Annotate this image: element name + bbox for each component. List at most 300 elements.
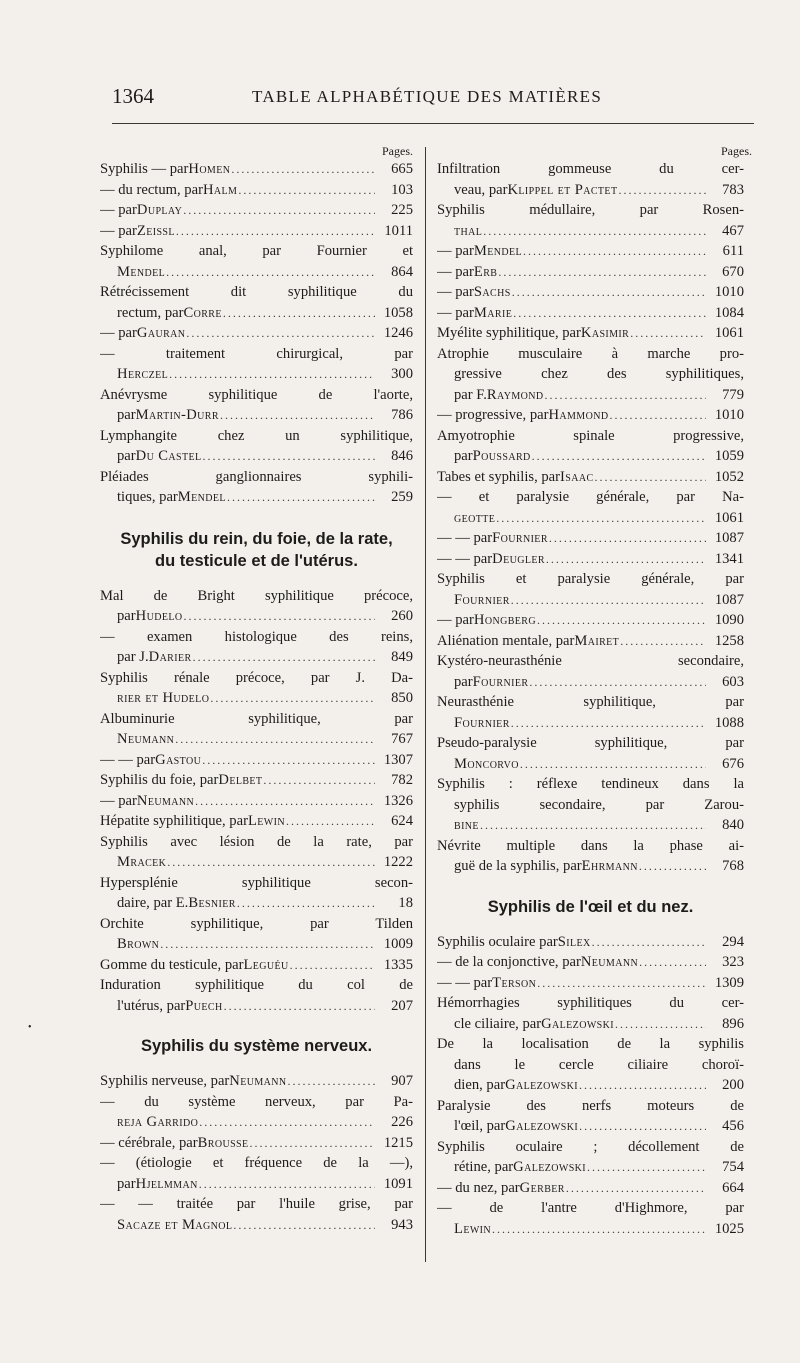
header-rule — [112, 123, 754, 124]
index-entry — [437, 836, 744, 877]
entry-line — [437, 836, 744, 857]
entry-line — [100, 344, 413, 365]
entry-line — [437, 159, 744, 180]
entry-line — [100, 262, 413, 283]
dot-leader — [250, 1133, 375, 1154]
page-ref: 782 — [391, 772, 413, 788]
index-entry — [437, 200, 744, 241]
index-entry — [437, 1034, 744, 1096]
dot-leader — [566, 1178, 706, 1199]
index-entry — [100, 221, 413, 242]
entry-line — [437, 610, 744, 631]
dot-leader — [532, 446, 706, 467]
author-name: Leguéu — [243, 956, 289, 973]
entry-line — [437, 528, 744, 549]
index-entry — [437, 159, 744, 200]
dot-leader — [175, 729, 375, 750]
index-entry — [437, 651, 744, 692]
page-ref: 786 — [391, 407, 413, 423]
dot-leader — [579, 1116, 706, 1137]
index-entry — [437, 241, 744, 262]
entry-line — [100, 729, 413, 750]
index-entry — [100, 770, 413, 791]
index-entry — [437, 426, 744, 467]
author-name: Homen — [188, 161, 231, 177]
entry-line — [100, 1153, 413, 1174]
entry-line — [100, 914, 413, 935]
entry-line — [100, 1174, 413, 1195]
entry-text: Syphilome anal, par Fournier et — [100, 243, 413, 259]
entry-line — [437, 1075, 744, 1096]
index-entry — [100, 426, 413, 467]
author-name: Deugler — [492, 550, 545, 567]
page-ref: 207 — [391, 997, 413, 1014]
index-entry — [437, 569, 744, 610]
author-name: Brown — [117, 936, 160, 952]
dot-leader — [549, 528, 706, 549]
author-name: Halm — [202, 181, 238, 198]
index-entry — [100, 955, 413, 976]
entry-line — [437, 405, 744, 426]
entry-line — [100, 996, 413, 1017]
entry-line — [437, 467, 744, 488]
index-entry — [437, 631, 744, 652]
page-ref: 849 — [391, 649, 413, 665]
dot-leader — [520, 754, 706, 775]
author-name: Herczel — [117, 366, 169, 382]
entry-line — [100, 873, 413, 894]
index-entry — [100, 873, 413, 914]
page-ref: 624 — [391, 813, 413, 829]
index-entry — [437, 774, 744, 836]
author-name: Gauran — [136, 325, 186, 341]
entry-text: — cérébrale, par — [100, 1134, 198, 1151]
entry-text: Amyotrophie spinale progressive, — [437, 427, 744, 444]
author-name: Lewin — [454, 1220, 492, 1237]
index-entry — [437, 952, 744, 973]
entry-line — [100, 1092, 413, 1113]
author-name: Duplay — [136, 202, 183, 218]
entry-text: — par — [100, 202, 137, 218]
page-ref: 1090 — [714, 612, 744, 628]
entry-line — [437, 651, 744, 672]
entry-text: — examen histologique des reins, — [100, 628, 413, 645]
entry-text: l'œil, par — [454, 1118, 506, 1134]
author-name: Moncorvo — [454, 755, 519, 772]
entry-text: — — par — [437, 550, 493, 567]
entry-line — [437, 549, 744, 570]
entry-text: par — [117, 448, 136, 464]
page-ref: 1309 — [714, 974, 744, 991]
page-ref: 1222 — [383, 854, 413, 870]
dot-leader — [579, 1075, 706, 1096]
author-name: Galezowski — [505, 1118, 579, 1134]
entry-text: — par — [100, 222, 137, 239]
page-ref: 754 — [722, 1159, 744, 1175]
dot-leader — [498, 262, 706, 283]
entry-text: De la localisation de la syphilis — [437, 1036, 744, 1052]
entry-text: syphilis secondaire, par Zarou- — [454, 796, 744, 813]
index-entry — [437, 610, 744, 631]
entry-line — [100, 1194, 413, 1215]
entry-line — [100, 241, 413, 262]
entry-text: — du système nerveux, par Pa- — [100, 1093, 413, 1110]
entry-line — [100, 750, 413, 771]
entry-text: Syphilis oculaire ; décollement de — [437, 1138, 744, 1155]
dot-leader — [160, 934, 375, 955]
dot-leader — [513, 303, 706, 324]
page-ref: 1010 — [714, 284, 744, 300]
page-ref: 1087 — [714, 530, 744, 546]
entry-text: par — [117, 1175, 136, 1192]
entry-line — [100, 975, 413, 996]
page-ref: 783 — [722, 181, 744, 198]
entry-text: l'utérus, par — [117, 997, 186, 1014]
entry-line — [100, 467, 413, 488]
section-heading — [100, 528, 413, 572]
entry-text: Tabes et syphilis, par — [437, 468, 560, 485]
page-ref: 1052 — [714, 468, 744, 485]
entry-text: Rétrécissement dit syphilitique du — [100, 284, 413, 300]
entry-line — [100, 1112, 413, 1133]
entry-line — [437, 993, 744, 1014]
pages-label: Pages. — [382, 144, 413, 158]
entry-line — [100, 364, 413, 385]
entry-line — [100, 770, 413, 791]
entry-text: — par — [100, 792, 137, 809]
dot-leader — [231, 159, 375, 180]
index-entry — [100, 159, 413, 180]
margin-mark: • — [28, 1022, 32, 1033]
dot-leader — [546, 549, 706, 570]
author-name: Sachs — [473, 284, 511, 300]
section-heading-line: du testicule et de l'utérus. — [155, 551, 358, 570]
author-name: Isaac — [560, 468, 594, 485]
entry-line — [100, 709, 413, 730]
entry-line — [437, 426, 744, 447]
index-entry — [437, 1198, 744, 1239]
dot-leader — [537, 973, 706, 994]
entry-line — [437, 364, 744, 385]
entry-text: — du rectum, par — [100, 181, 203, 198]
author-name: Sacaze et Magnol — [117, 1216, 233, 1233]
index-entry — [437, 323, 744, 344]
entry-line — [100, 688, 413, 709]
page-ref: 1326 — [383, 792, 413, 809]
entry-text: Infiltration gommeuse du cer- — [437, 161, 744, 177]
dot-leader — [220, 405, 375, 426]
dot-leader — [609, 405, 706, 426]
entry-line — [437, 952, 744, 973]
entry-text: gressive chez des syphilitiques, — [454, 366, 744, 382]
entry-line — [100, 1071, 413, 1092]
page-ref: 896 — [722, 1015, 744, 1032]
index-entry — [100, 1071, 413, 1092]
entry-text: — — par — [100, 751, 156, 768]
entry-text: Hépatite syphilitique, par — [100, 813, 248, 829]
dot-leader — [169, 364, 375, 385]
entry-line — [437, 262, 744, 283]
entry-text: — par — [437, 263, 474, 280]
page-ref: 676 — [722, 755, 744, 772]
entry-text: Induration syphilitique du col de — [100, 977, 413, 993]
entry-text: Kystéro-neurasthénie secondaire, — [437, 653, 744, 669]
running-title: TABLE ALPHABÉTIQUE DES MATIÈRES — [252, 87, 603, 106]
author-name: Besnier — [188, 895, 236, 911]
page-ref: 1061 — [714, 325, 744, 341]
page-ref: 1061 — [714, 509, 744, 526]
page-ref: 611 — [722, 243, 744, 259]
dot-leader — [183, 200, 375, 221]
entry-text: — — par — [437, 974, 493, 991]
entry-line — [100, 200, 413, 221]
page-ref: 1011 — [384, 222, 413, 239]
author-name: Neumann — [136, 792, 195, 809]
entry-line — [100, 893, 413, 914]
entry-text: — par — [437, 304, 474, 321]
entry-text: Syphilis : réflexe tendineux dans la — [437, 776, 744, 792]
author-name: rier et Hudelo — [117, 690, 210, 706]
author-name: Brousse — [197, 1134, 249, 1151]
dot-leader — [186, 323, 375, 344]
dot-leader — [545, 385, 706, 406]
page-ref: 18 — [398, 895, 413, 911]
author-name: Mracek — [117, 854, 167, 870]
author-name: Kasimir — [580, 325, 630, 341]
dot-leader — [193, 647, 375, 668]
author-name: Corre — [183, 304, 222, 321]
entry-text: Lymphangite chez un syphilitique, — [100, 427, 413, 444]
entry-line — [437, 1034, 744, 1055]
index-entry — [100, 1194, 413, 1235]
index-entry — [437, 549, 744, 570]
author-name: Du Castel — [135, 448, 202, 464]
entry-line — [100, 426, 413, 447]
entry-text: Aliénation mentale, par — [437, 632, 575, 649]
author-name: Martin-Durr — [135, 407, 219, 423]
page-ref: 603 — [722, 673, 744, 690]
entry-line — [100, 627, 413, 648]
page-ref: 226 — [391, 1114, 413, 1130]
index-entry — [100, 180, 413, 201]
column-divider — [425, 147, 426, 1262]
dot-leader — [286, 811, 375, 832]
index-entry — [100, 200, 413, 221]
entry-line — [437, 282, 744, 303]
author-name: Neumann — [229, 1073, 287, 1089]
index-entry — [437, 973, 744, 994]
index-entry — [437, 405, 744, 426]
index-entry — [100, 668, 413, 709]
author-name: Delbet — [218, 772, 263, 788]
entry-line — [437, 1178, 744, 1199]
index-entry — [100, 385, 413, 426]
page-ref: 1246 — [383, 325, 413, 341]
page-ref: 1215 — [383, 1134, 413, 1151]
page-ref: 1009 — [383, 936, 413, 952]
page-ref: 103 — [391, 181, 413, 198]
page-ref: 665 — [391, 161, 413, 177]
page-ref: 1091 — [383, 1175, 413, 1192]
index-entry — [437, 993, 744, 1034]
entry-line — [437, 590, 744, 611]
entry-line — [100, 159, 413, 180]
index-entry — [437, 282, 744, 303]
author-name: thal — [454, 222, 483, 239]
entry-line — [100, 791, 413, 812]
entry-text: daire, par E. — [117, 895, 189, 911]
dot-leader — [483, 221, 706, 242]
index-entry — [100, 1092, 413, 1133]
entry-text: — — par — [437, 530, 493, 546]
author-name: Hammond — [548, 407, 609, 423]
page-ref: 779 — [722, 386, 744, 403]
entry-line — [437, 1014, 744, 1035]
dot-leader — [227, 487, 375, 508]
index-entry — [437, 733, 744, 774]
section-heading — [437, 897, 744, 918]
dot-leader — [592, 932, 706, 953]
index-entry — [100, 467, 413, 508]
page-number: 1364 — [112, 84, 154, 108]
left-column — [100, 143, 413, 1235]
entry-text: veau, par — [454, 181, 508, 198]
page-ref: 1087 — [714, 591, 744, 608]
entry-text: par F. — [454, 386, 487, 403]
author-name: Galezowski — [541, 1015, 614, 1032]
author-name: bine — [454, 817, 479, 833]
index-entry — [100, 914, 413, 955]
dot-leader — [587, 1157, 706, 1178]
entry-line — [437, 932, 744, 953]
dot-leader — [615, 1014, 706, 1035]
index-entry — [437, 1178, 744, 1199]
author-name: Erb — [473, 263, 498, 280]
entry-line — [100, 606, 413, 627]
author-name: Neumann — [580, 954, 639, 970]
page-ref: 1258 — [714, 632, 744, 649]
entry-line — [437, 221, 744, 242]
pages-label: Pages. — [721, 144, 752, 158]
author-name: Fournier — [454, 714, 510, 731]
dot-leader — [480, 815, 706, 836]
index-entry — [100, 282, 413, 323]
index-entry — [437, 262, 744, 283]
author-name: Hjelmman — [135, 1175, 198, 1192]
page-ref: 1341 — [714, 550, 744, 567]
page-ref: 1010 — [714, 407, 744, 423]
entry-line — [100, 832, 413, 853]
dot-leader — [238, 180, 375, 201]
entry-text: — (étiologie et fréquence de la —), — [100, 1155, 413, 1171]
entry-line — [100, 323, 413, 344]
page-ref: 1058 — [383, 304, 413, 321]
index-entry — [437, 932, 744, 953]
entry-line — [437, 1198, 744, 1219]
index-entry — [100, 344, 413, 385]
entry-text: — du nez, par — [437, 1179, 520, 1196]
entry-text: Hémorrhagies syphilitiques du cer- — [437, 995, 744, 1011]
dot-leader — [290, 955, 375, 976]
page-ref: 294 — [722, 933, 744, 950]
entry-line — [437, 973, 744, 994]
page-ref: 456 — [722, 1118, 744, 1134]
page-ref: 1335 — [383, 956, 413, 973]
entry-line — [437, 446, 744, 467]
section-heading-line: Syphilis du système nerveux. — [140, 1037, 373, 1055]
dot-leader — [511, 590, 706, 611]
dot-leader — [233, 1215, 375, 1236]
entry-text: Pseudo-paralysie syphilitique, par — [437, 735, 744, 751]
entry-line — [100, 446, 413, 467]
author-name: Gerber — [519, 1179, 565, 1196]
entry-line — [437, 815, 744, 836]
index-entry — [100, 832, 413, 873]
dot-leader — [202, 750, 375, 771]
author-name: Mendel — [473, 243, 523, 259]
dot-leader — [195, 791, 375, 812]
dot-leader — [210, 688, 375, 709]
entry-line — [437, 303, 744, 324]
entry-line — [437, 631, 744, 652]
index-entry — [437, 467, 744, 488]
dot-leader — [630, 323, 706, 344]
author-name: Klippel et Pactet — [507, 181, 618, 198]
entry-text: Atrophie musculaire à marche pro- — [437, 345, 744, 362]
index-entry — [100, 586, 413, 627]
dot-leader — [166, 262, 375, 283]
author-name: geotte — [454, 509, 496, 526]
entry-text: — traitement chirurgical, par — [100, 345, 413, 362]
page-ref: 840 — [722, 817, 744, 833]
dot-leader — [237, 893, 375, 914]
entry-text: Névrite multiple dans la phase ai- — [437, 837, 744, 854]
entry-text: — par — [437, 612, 474, 628]
entry-line — [437, 385, 744, 406]
entry-line — [437, 569, 744, 590]
entry-line — [437, 487, 744, 508]
entry-line — [100, 405, 413, 426]
entry-line — [100, 668, 413, 689]
section-heading — [100, 1036, 413, 1057]
page-ref: 1025 — [714, 1220, 744, 1237]
index-entry — [100, 811, 413, 832]
entry-line — [100, 934, 413, 955]
index-entry — [437, 692, 744, 733]
entry-line — [437, 774, 744, 795]
author-name: Hongberg — [473, 612, 536, 628]
page-ref: 200 — [722, 1077, 744, 1093]
author-name: Puech — [185, 997, 223, 1014]
entry-line — [437, 323, 744, 344]
entry-text: Syphilis nerveuse, par — [100, 1073, 230, 1089]
index-entry — [100, 323, 413, 344]
index-entry — [437, 344, 744, 406]
author-name: Mendel — [177, 489, 226, 505]
entry-line — [437, 1116, 744, 1137]
entry-line — [437, 754, 744, 775]
page-ref: 467 — [722, 222, 744, 239]
page-ref: 1059 — [714, 448, 744, 464]
entry-text: par — [454, 673, 473, 690]
author-name: Mendel — [117, 263, 166, 280]
right-column — [437, 143, 752, 1239]
entry-text: rétine, par — [454, 1159, 514, 1175]
author-name: Darier — [148, 649, 192, 665]
dot-leader — [639, 952, 706, 973]
page-ref: 300 — [391, 366, 413, 382]
page-ref: 260 — [391, 608, 413, 624]
